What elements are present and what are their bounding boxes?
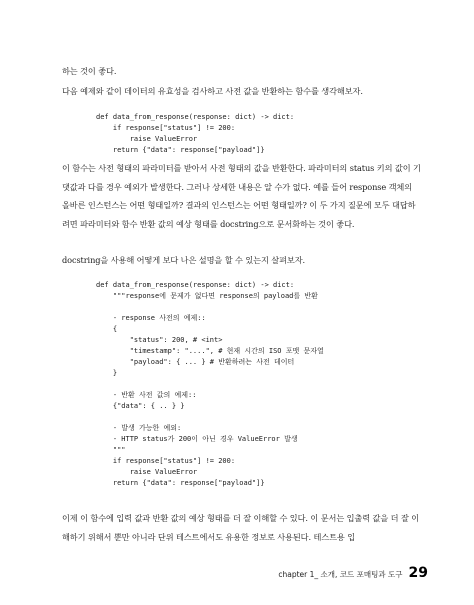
page-footer [278, 565, 428, 581]
paragraph-docstring-lead: docstring을 사용해 어떻게 보다 나은 설명을 할 수 있는지 살펴보자. [62, 255, 306, 265]
paragraph-intro: 하는 것이 좋다. [62, 66, 117, 76]
code-block-simple: def data_from_response(response: dict) -> dict: if response["status"] != 200: raise ValueError return {"data": response["payload"]} [96, 113, 295, 154]
paragraph-example-lead: 다음 예제와 같이 데이터의 유효성을 검사하고 사전 값을 반환하는 함수를 생각해보자. [62, 86, 363, 96]
chapter-label: chapter 1_ 소개, 코드 포매팅과 도구 [278, 570, 403, 579]
paragraph-conclusion: 이제 이 함수에 입력 값과 반환 값의 예상 형태를 더 잘 이해할 수 있다. 이 문서는 입출력 값을 더 잘 이해하기 위해서 뿐만 아니라 단위 테스트에서도 유용한 정보로 사용된다. 테스트용 입 [62, 513, 420, 542]
code-block-docstring: def data_from_response(response: dict) -> dict: """response에 문제가 없다면 response의 payload를 반환 - response 사전의 예제:: { "status": 200, # <int> "timestamp": "....", # 현재 시간의 ISO 포맷 문자열 "payload": { ... } # 반환하려는 사전 데이터 } - 반환 사전 값의 예제:: {"data": { .. } } - 발생 가능한 예외: - HTTP status가 200이 아닌 경우 ValueError 발생 """ if response["status"] != 200: raise ValueError return {"data": response["payload"]} [96, 281, 324, 487]
paragraph-explanation: 이 함수는 사전 형태의 파라미터를 받아서 사전 형태의 값을 반환한다. 파라미터의 status 키의 값이 기댓값과 다를 경우 예외가 발생한다. 그러나 상세한 내용은 알 수가 없다. 예를 들어 response 객체의 올바른 인스턴스는 어떤 형태일까? 결과의 인스턴스는 어떤 형태일까? 이 두 가지 질문에 모두 대답하려면 파라미터와 함수 반환 값의 예상 형태를 docstring으로 문서화하는 것이 좋다. [62, 163, 421, 229]
page-number: 29 [408, 565, 428, 581]
